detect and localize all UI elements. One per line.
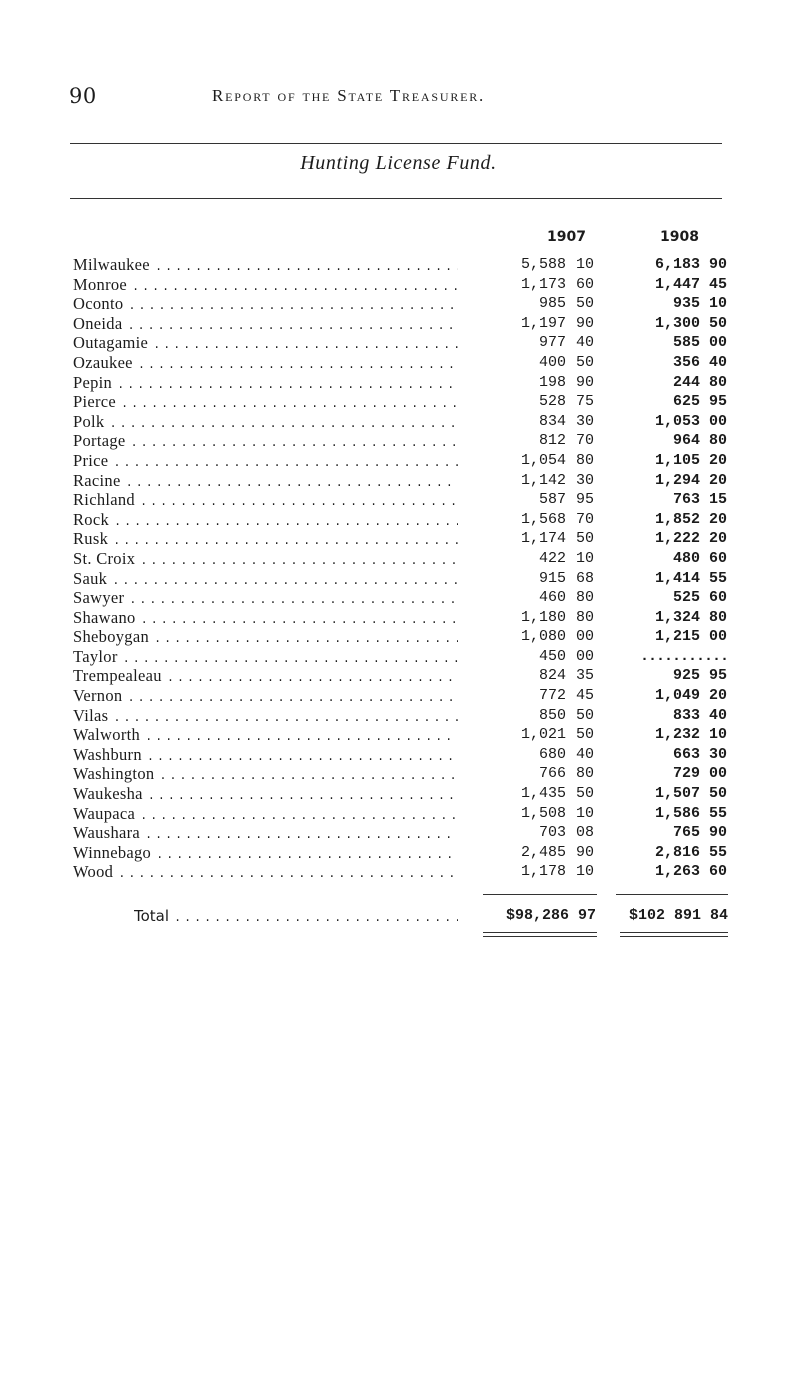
total-1908: $102 891 84 [628, 907, 728, 924]
amount-1907-dollars: 915 [538, 569, 566, 587]
amount-1908-cents: 20 [708, 451, 727, 469]
county-name: Waushara . . . [73, 823, 458, 846]
amount-1908-dollars: 2,816 [654, 843, 700, 861]
amount-1908-dollars: 356 [672, 353, 700, 371]
amount-1907-dollars: 1,142 [520, 471, 566, 489]
amount-1907-cents: 75 [575, 393, 594, 411]
amount-1907-dollars: 2,485 [520, 843, 566, 861]
county-name: Waupaca . . . [73, 804, 458, 827]
county-name: Oconto . . . [73, 294, 458, 317]
table-row [0, 666, 797, 686]
amount-1907-dollars: 1,180 [520, 608, 566, 626]
table-row [0, 725, 797, 745]
table-row [0, 608, 797, 628]
amount-1908-dollars: ........... [639, 647, 728, 665]
county-name: Vilas . . . [73, 706, 458, 729]
amount-1908-cents: 50 [708, 785, 727, 803]
amount-1908-cents: 00 [708, 412, 727, 430]
county-name: Rock . . . [73, 510, 458, 533]
amount-1907-cents: 80 [575, 451, 594, 469]
amount-1907-dollars: 460 [538, 589, 566, 607]
table-row [0, 627, 797, 647]
table-row [0, 862, 797, 882]
county-name: Sheboygan . . . [73, 627, 458, 650]
amount-1908-cents: 40 [708, 353, 727, 371]
amount-1908-dollars: 1,105 [654, 451, 700, 469]
table-row [0, 314, 797, 334]
amount-1908-dollars: 244 [672, 373, 700, 391]
county-name: Pierce . . . [73, 392, 458, 415]
amount-1907-cents: 90 [575, 314, 594, 332]
amount-1907-cents: 70 [575, 432, 594, 450]
amount-1908-dollars: 1,049 [654, 687, 700, 705]
county-name: Wood . . . [73, 862, 458, 885]
amount-1907-cents: 40 [575, 334, 594, 352]
amount-1908-cents: 50 [708, 314, 727, 332]
amount-1908-cents: 00 [708, 628, 727, 646]
subtotal-rule-1907 [483, 894, 597, 895]
amount-1907-cents: 00 [575, 628, 594, 646]
county-name: Monroe . . . [73, 275, 458, 298]
amount-1907-cents: 10 [575, 804, 594, 822]
amount-1907-cents: 45 [575, 687, 594, 705]
amount-1907-cents: 60 [575, 275, 594, 293]
page-number: 90 [69, 84, 97, 108]
amount-1907-dollars: 766 [538, 765, 566, 783]
amount-1908-cents: 90 [708, 256, 727, 273]
amount-1908-dollars: 935 [672, 295, 700, 313]
amount-1908-cents: 95 [708, 393, 727, 411]
county-name: Vernon . . . [73, 686, 458, 709]
column-header-1907: 1907 [547, 229, 586, 245]
amount-1907-dollars: 1,080 [520, 628, 566, 646]
amount-1908-cents: 55 [708, 804, 727, 822]
amount-1908-dollars: 1,414 [654, 569, 700, 587]
amount-1908-dollars: 1,294 [654, 471, 700, 489]
amount-1908-dollars: 1,586 [654, 804, 700, 822]
amount-1907-dollars: 528 [538, 393, 566, 411]
amount-1907-cents: 30 [575, 471, 594, 489]
amount-1907-cents: 90 [575, 373, 594, 391]
amount-1908-dollars: 1,852 [654, 510, 700, 528]
county-name: Outagamie . . . [73, 333, 458, 356]
amount-1908-cents: 00 [708, 334, 727, 352]
amount-1907-cents: 08 [575, 824, 594, 842]
table-row [0, 804, 797, 824]
title-rule [70, 198, 722, 199]
county-name: Racine . . . [73, 471, 458, 494]
amount-1907-cents: 50 [575, 785, 594, 803]
amount-1907-cents: 70 [575, 510, 594, 528]
county-name: Waukesha . . . [73, 784, 458, 807]
amount-1907-dollars: 198 [538, 373, 566, 391]
table-row [0, 745, 797, 765]
county-name: Sawyer . . . [73, 588, 458, 611]
table-row [0, 784, 797, 804]
amount-1907-cents: 68 [575, 569, 594, 587]
amount-1907-cents: 80 [575, 589, 594, 607]
amount-1908-dollars: 964 [672, 432, 700, 450]
amount-1907-cents: 30 [575, 412, 594, 430]
amount-1907-cents: 50 [575, 295, 594, 313]
table-row [0, 510, 797, 530]
table-row [0, 431, 797, 451]
amount-1908-cents: 60 [708, 549, 727, 567]
table-row [0, 549, 797, 569]
amount-1908-cents: 00 [708, 765, 727, 783]
amount-1908-dollars: 480 [672, 549, 700, 567]
double-rule-1907 [483, 932, 597, 937]
amount-1908-cents: 60 [708, 589, 727, 607]
amount-1908-dollars: 763 [672, 491, 700, 509]
amount-1907-cents: 80 [575, 608, 594, 626]
amount-1908-dollars: 729 [672, 765, 700, 783]
amount-1908-dollars: 1,300 [654, 314, 700, 332]
amount-1908-dollars: 1,232 [654, 726, 700, 744]
county-name: Richland . . . [73, 490, 458, 513]
amount-1908-dollars: 925 [672, 667, 700, 685]
county-name: Sauk . . . [73, 569, 458, 592]
amount-1908-cents: 80 [708, 432, 727, 450]
amount-1907-dollars: 1,173 [520, 275, 566, 293]
table-row [0, 706, 797, 726]
amount-1907-dollars: 985 [538, 295, 566, 313]
table-row [0, 490, 797, 510]
county-name: Ozaukee . . . [73, 353, 458, 376]
amount-1907-dollars: 703 [538, 824, 566, 842]
amount-1907-dollars: 1,054 [520, 451, 566, 469]
table-row [0, 569, 797, 589]
county-name: Price . . . [73, 451, 458, 474]
total-1907: $98,286 97 [505, 907, 596, 924]
county-name: Shawano . . . [73, 608, 458, 631]
amount-1907-cents: 10 [575, 549, 594, 567]
amount-1908-cents: 10 [708, 295, 727, 313]
county-name: Washburn . . . [73, 745, 458, 768]
amount-1908-dollars: 1,053 [654, 412, 700, 430]
amount-1907-cents: 90 [575, 843, 594, 861]
amount-1907-cents: 50 [575, 726, 594, 744]
table-row [0, 412, 797, 432]
amount-1908-dollars: 1,222 [654, 530, 700, 548]
amount-1907-cents: 10 [575, 863, 594, 881]
double-rule-1908 [620, 932, 728, 937]
table-row [0, 353, 797, 373]
amount-1908-cents: 80 [708, 373, 727, 391]
table-row [0, 275, 797, 295]
table-row [0, 823, 797, 843]
table-row [0, 764, 797, 784]
table-row [0, 333, 797, 353]
amount-1908-cents: 90 [708, 824, 727, 842]
county-name: Oneida . . . [73, 314, 458, 337]
amount-1908-cents: 95 [708, 667, 727, 685]
amount-1907-cents: 80 [575, 765, 594, 783]
amount-1908-dollars: 6,183 [654, 256, 700, 273]
amount-1907-dollars: 1,435 [520, 785, 566, 803]
amount-1907-dollars: 1,178 [520, 863, 566, 881]
top-rule [70, 143, 722, 144]
amount-1908-dollars: 1,447 [654, 275, 700, 293]
table-row [0, 392, 797, 412]
amount-1908-cents: 30 [708, 745, 727, 763]
table-row [0, 647, 797, 667]
amount-1908-dollars: 525 [672, 589, 700, 607]
county-name: Polk . . . [73, 412, 458, 435]
amount-1908-cents: 40 [708, 706, 727, 724]
county-name: Pepin . . . [73, 373, 458, 396]
table-row [0, 255, 797, 275]
amount-1908-cents: 45 [708, 275, 727, 293]
table-row [0, 471, 797, 491]
amount-1908-cents: 10 [708, 726, 727, 744]
amount-1908-dollars: 663 [672, 745, 700, 763]
amount-1907-dollars: 422 [538, 549, 566, 567]
table-row [0, 588, 797, 608]
amount-1908-dollars: 1,507 [654, 785, 700, 803]
amount-1908-cents: 20 [708, 687, 727, 705]
amount-1907-dollars: 1,568 [520, 510, 566, 528]
amount-1908-dollars: 833 [672, 706, 700, 724]
county-name: Trempealeau . . . [73, 666, 458, 689]
table-row [0, 843, 797, 863]
county-name: Taylor . . . [73, 647, 458, 670]
amount-1907-dollars: 1,508 [520, 804, 566, 822]
section-title: Hunting License Fund. [300, 152, 497, 174]
amount-1908-dollars: 765 [672, 824, 700, 842]
amount-1907-cents: 35 [575, 667, 594, 685]
running-head: Report of the State Treasurer. [212, 86, 486, 105]
amount-1908-cents: 55 [708, 569, 727, 587]
amount-1908-cents: 20 [708, 471, 727, 489]
amount-1908-cents: 60 [708, 863, 727, 881]
amount-1907-dollars: 5,588 [520, 256, 566, 273]
amount-1907-dollars: 1,197 [520, 314, 566, 332]
amount-1907-dollars: 812 [538, 432, 566, 450]
amount-1907-dollars: 772 [538, 687, 566, 705]
total-label: Total . . . [134, 905, 458, 929]
amount-1907-cents: 50 [575, 706, 594, 724]
subtotal-rule-1908 [616, 894, 728, 895]
amount-1907-dollars: 977 [538, 334, 566, 352]
amount-1907-dollars: 400 [538, 353, 566, 371]
amount-1908-cents: 20 [708, 510, 727, 528]
amount-1907-dollars: 834 [538, 412, 566, 430]
amount-1908-dollars: 1,215 [654, 628, 700, 646]
amount-1907-dollars: 824 [538, 667, 566, 685]
amount-1907-cents: 40 [575, 745, 594, 763]
amount-1907-cents: 50 [575, 353, 594, 371]
amount-1907-dollars: 850 [538, 706, 566, 724]
amount-1908-dollars: 1,263 [654, 863, 700, 881]
amount-1908-dollars: 585 [672, 334, 700, 352]
table-row [0, 451, 797, 471]
table-row [0, 529, 797, 549]
amount-1907-dollars: 587 [538, 491, 566, 509]
county-name: Winnebago . . . [73, 843, 458, 866]
amount-1907-dollars: 1,174 [520, 530, 566, 548]
amount-1907-dollars: 680 [538, 745, 566, 763]
amount-1907-cents: 95 [575, 491, 594, 509]
county-name: St. Croix . . . [73, 549, 458, 572]
amount-1908-dollars: 625 [672, 393, 700, 411]
table-row [0, 373, 797, 393]
county-name: Milwaukee . . . [73, 255, 458, 278]
amount-1908-cents: 55 [708, 843, 727, 861]
table-row [0, 294, 797, 314]
amount-1908-cents: 15 [708, 491, 727, 509]
county-name: Washington . . . [73, 764, 458, 787]
amount-1907-cents: 00 [575, 647, 594, 665]
amount-1907-cents: 50 [575, 530, 594, 548]
county-name: Portage . . . [73, 431, 458, 454]
county-name: Walworth . . . [73, 725, 458, 748]
amount-1908-dollars: 1,324 [654, 608, 700, 626]
table-row [0, 686, 797, 706]
amount-1907-dollars: 450 [538, 647, 566, 665]
total-row [0, 905, 797, 927]
amount-1907-dollars: 1,021 [520, 726, 566, 744]
column-header-1908: 1908 [660, 229, 699, 245]
amount-1908-cents: 80 [708, 608, 727, 626]
county-table [0, 255, 797, 882]
amount-1907-cents: 10 [575, 256, 594, 273]
amount-1908-cents: 20 [708, 530, 727, 548]
county-name: Rusk . . . [73, 529, 458, 552]
